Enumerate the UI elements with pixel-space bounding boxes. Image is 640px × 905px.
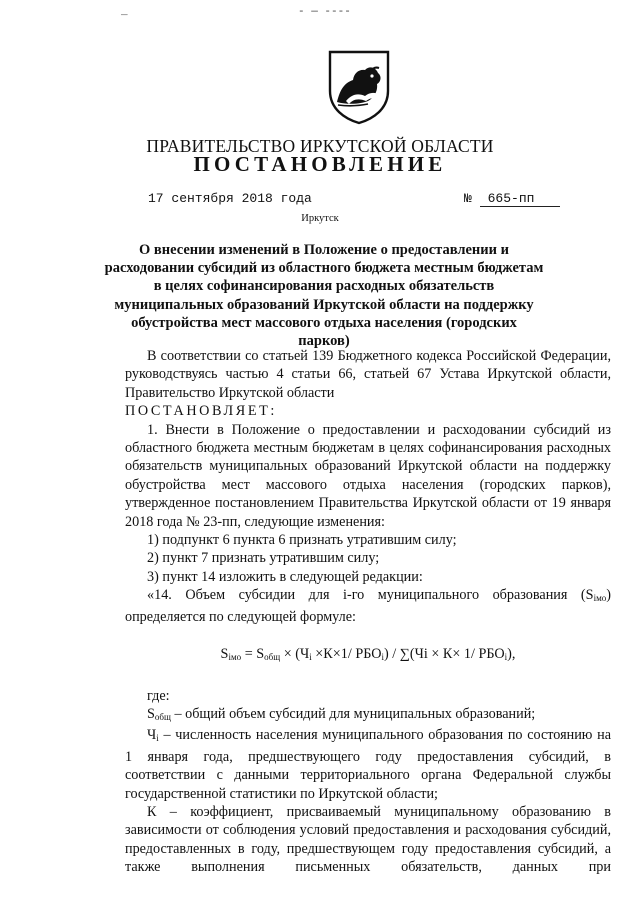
top-mark-center: - — ---- [298, 6, 351, 18]
preamble: В соответствии со статьей 139 Бюджетного кодекса Российской Федерации, руководствуясь частью 4 статьи 66, статьей 67 Устава Иркутской области, Правительство Иркутской области [125, 348, 611, 401]
document-number [464, 191, 560, 207]
city-name: Иркутск [301, 213, 339, 224]
document-date: 17 сентября 2018 года [148, 191, 312, 206]
paragraph-14: «14. Объем субсидии для i-го муниципального образования $(S_{iмо})$ определяется по следующей формуле: [125, 587, 611, 625]
document-title: О внесении изменений в Положение о предоставлении и расходовании субсидий из областного бюджета местным бюджетам в целях софинансирования расходных обязательств муниципальных образований Иркутской области на поддержку обустройства мест массового отдыха населения (городских парков) [104, 242, 544, 350]
subitem-3: 3) пункт 14 изложить в следующей редакции: [147, 568, 423, 585]
number-value: 665-пп [480, 192, 561, 207]
definition-s-total: $S_{общ}$ – общий объем субсидий для муниципальных образований; [147, 705, 536, 722]
top-mark-left: _ [121, 6, 128, 18]
irkutsk-coat-of-arms-icon [326, 49, 392, 125]
document-type: ПОСТАНОВЛЕНИЕ [193, 152, 447, 176]
where-label: где: [147, 687, 170, 704]
document-body [125, 347, 611, 877]
subitem-1: 1) подпункт 6 пункта 6 признать утратившим силу; [147, 532, 457, 549]
subsidy-formula: $S_{iмо} = S_{общ} \times (Ч_i \times К\times 1/$ $РБО_i) / \sum(Чi \times К\times 1/$ $РБО_i$), [220, 646, 516, 663]
item-1: 1. Внести в Положение о предоставлении и расходовании субсидий из областного бюджета местным бюджетам в целях софинансирования расходных обязательств муниципальных образований Иркутской области на поддержку обустройства мест массового отдыха населения (городских парков), утвержденное постановлением Правительства Иркутской области от 19 января 2018 года № 23-пп, следующие изменения: [125, 421, 611, 530]
government-name: ПРАВИТЕЛЬСТВО ИРКУТСКОЙ ОБЛАСТИ [146, 136, 494, 156]
definition-population: $Ч_i$ – численность населения муниципального образования по состоянию на 1 января года, предшествующего году предоставления субсидий, в соответствии с данными территориального органа Федеральной службы государственной статистики по Иркутской области; [125, 727, 611, 802]
definition-coefficient: К – коэффициент, присваиваемый муниципальному образованию в зависимости от соблюдения условий предоставления и расходования субсидий, предоставленных в году, предшествующем году предоставления субсидий, а также выполнения письменных обязательств, данных при [125, 803, 611, 876]
resolves-heading: ПОСТАНОВЛЯЕТ: [125, 403, 277, 420]
subitem-2: 2) пункт 7 признать утратившим силу; [147, 550, 380, 567]
number-prefix: № [464, 191, 472, 206]
